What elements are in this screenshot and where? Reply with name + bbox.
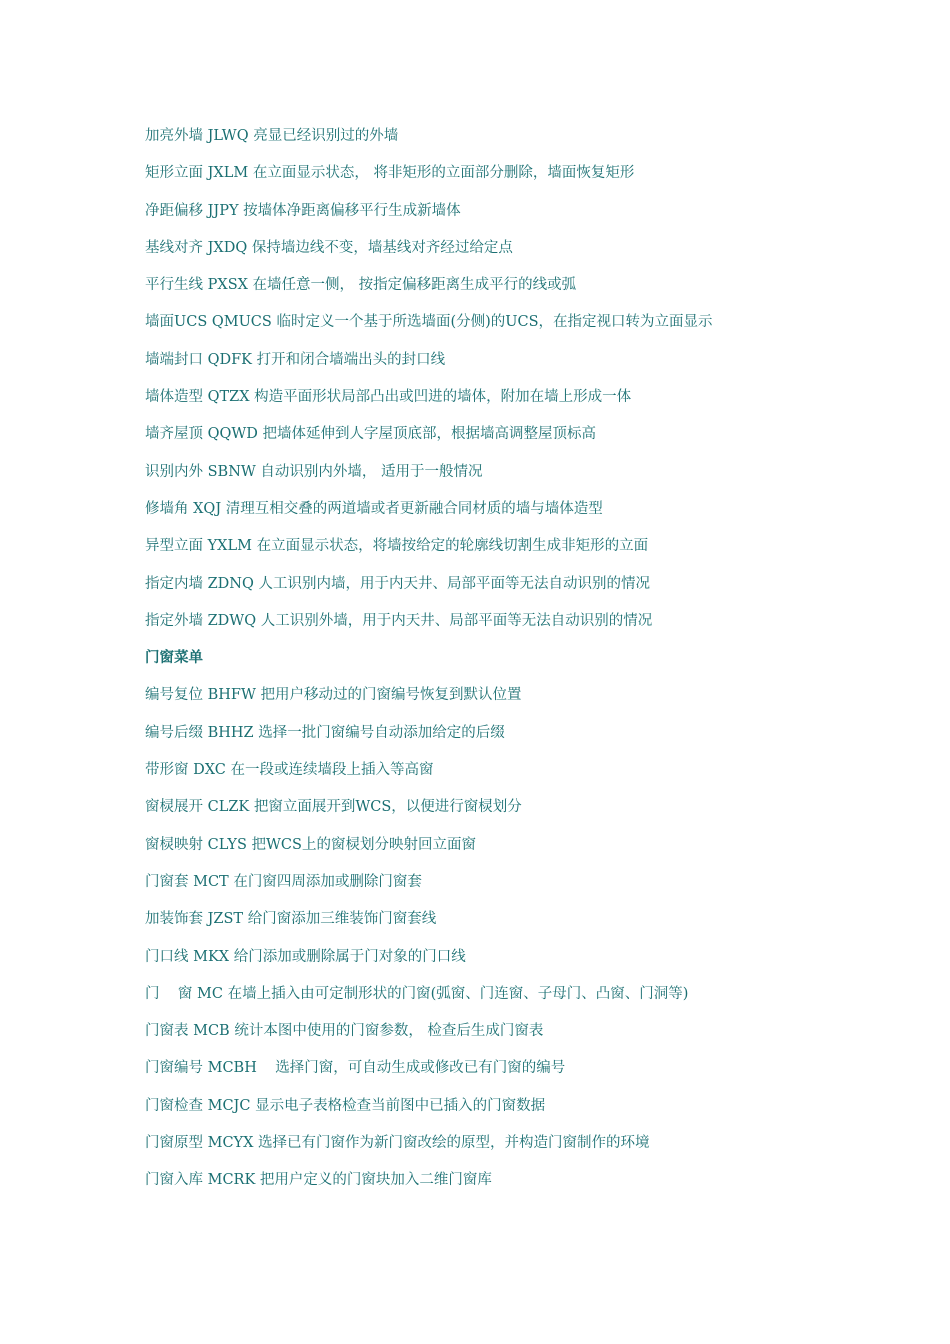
doc-line: 加亮外墙 JLWQ 亮显已经识别过的外墙 bbox=[145, 128, 399, 144]
doc-line: 编号复位 BHFW 把用户移动过的门窗编号恢复到默认位置 bbox=[145, 687, 522, 704]
doc-line: 门窗编号 MCBH 选择门窗，可自动生成或修改已有门窗的编号 bbox=[145, 1060, 566, 1077]
doc-line: 加装饰套 JZST 给门窗添加三维装饰门窗套线 bbox=[145, 911, 437, 928]
doc-line: 墙齐屋顶 QQWD 把墙体延伸到人字屋顶底部，根据墙高调整屋顶标高 bbox=[145, 426, 597, 443]
doc-line: 矩形立面 JXLM 在立面显示状态， 将非矩形的立面部分删除，墙面恢复矩形 bbox=[145, 165, 635, 182]
doc-line: 编号后缀 BHHZ 选择一批门窗编号自动添加给定的后缀 bbox=[145, 724, 505, 741]
doc-line: 门 窗 MC 在墙上插入由可定制形状的门窗(弧窗、门连窗、子母门、凸窗、门洞等) bbox=[145, 985, 689, 1002]
doc-line: 墙端封口 QDFK 打开和闭合墙端出头的封口线 bbox=[145, 351, 446, 368]
doc-line: 门窗入库 MCRK 把用户定义的门窗块加入二维门窗库 bbox=[145, 1172, 492, 1189]
doc-line: 识别内外 SBNW 自动识别内外墙， 适用于一般情况 bbox=[145, 463, 483, 480]
doc-line: 净距偏移 JJPY 按墙体净距离偏移平行生成新墙体 bbox=[145, 202, 461, 219]
doc-line: 基线对齐 JXDQ 保持墙边线不变，墙基线对齐经过给定点 bbox=[145, 239, 513, 256]
doc-line: 平行生线 PXSX 在墙任意一侧， 按指定偏移距离生成平行的线或弧 bbox=[145, 277, 577, 294]
doc-line: 带形窗 DXC 在一段或连续墙段上插入等高窗 bbox=[145, 762, 434, 779]
doc-line: 异型立面 YXLM 在立面显示状态，将墙按给定的轮廓线切割生成非矩形的立面 bbox=[145, 538, 649, 555]
doc-line: 指定内墙 ZDNQ 人工识别内墙，用于内天井、局部平面等无法自动识别的情况 bbox=[145, 575, 650, 592]
doc-line: 窗棂展开 CLZK 把窗立面展开到WCS，以便进行窗棂划分 bbox=[145, 799, 522, 816]
doc-line: 门窗套 MCT 在门窗四周添加或删除门窗套 bbox=[145, 873, 422, 890]
doc-line: 门窗原型 MCYX 选择已有门窗作为新门窗改绘的原型，并构造门窗制作的环境 bbox=[145, 1135, 650, 1152]
doc-line: 墙面UCS QMUCS 临时定义一个基于所选墙面(分侧)的UCS，在指定视口转为立面显示 bbox=[145, 314, 713, 331]
doc-line: 修墙角 XQJ 清理互相交叠的两道墙或者更新融合同材质的墙与墙体造型 bbox=[145, 500, 603, 517]
document-page bbox=[145, 124, 905, 1206]
doc-line: 门窗表 MCB 统计本图中使用的门窗参数， 检查后生成门窗表 bbox=[145, 1023, 544, 1040]
doc-line: 门窗检查 MCJC 显示电子表格检查当前图中已插入的门窗数据 bbox=[145, 1097, 546, 1114]
doc-line: 墙体造型 QTZX 构造平面形状局部凸出或凹进的墙体，附加在墙上形成一体 bbox=[145, 389, 632, 406]
section-heading: 门窗菜单 bbox=[145, 650, 203, 667]
doc-line: 门口线 MKX 给门添加或删除属于门对象的门口线 bbox=[145, 948, 466, 965]
doc-line: 窗棂映射 CLYS 把WCS上的窗棂划分映射回立面窗 bbox=[145, 836, 476, 853]
doc-line: 指定外墙 ZDWQ 人工识别外墙，用于内天井、局部平面等无法自动识别的情况 bbox=[145, 612, 653, 629]
